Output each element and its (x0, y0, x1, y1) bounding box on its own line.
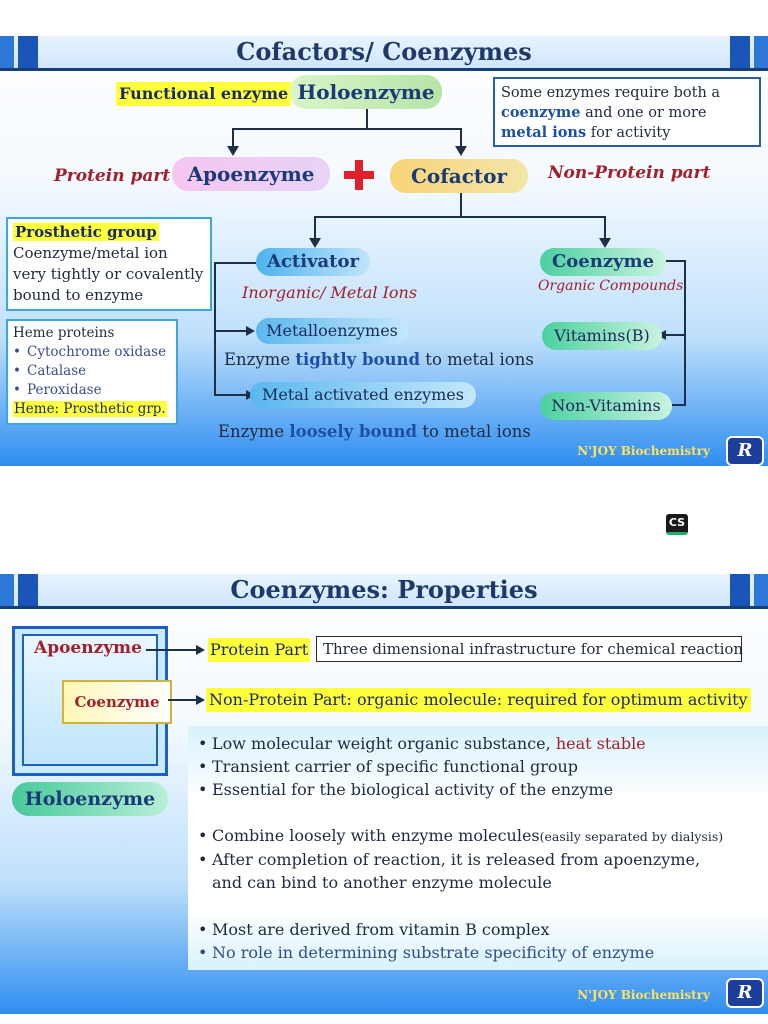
property-item: • No role in determining substrate specificity of enzyme (198, 941, 758, 964)
heme-heading: Heme proteins (13, 325, 115, 341)
cofactor-pill: Cofactor (390, 159, 528, 193)
loose-highlight: loosely bound (289, 422, 418, 441)
non-protein-part-label: Non-Protein part (548, 163, 711, 183)
slide-title: Cofactors/ Coenzymes (236, 37, 532, 66)
footer-credit: N'JOY Biochemistry (577, 444, 710, 458)
coenzyme-box: Coenzyme (62, 680, 172, 724)
activator-pill: Activator (256, 248, 370, 276)
loosely-bound-text (218, 422, 531, 441)
arrow-to-cofactor (455, 146, 467, 156)
tight-text-1: Enzyme (224, 350, 296, 369)
coenzyme-pill: Coenzyme (540, 248, 666, 276)
property-text: Low molecular weight organic substance, (212, 734, 556, 753)
bracket-to-metalloenzymes (214, 330, 248, 332)
note-coenzyme: coenzyme (501, 104, 581, 121)
protein-part-label: Protein Part (208, 638, 310, 662)
note-metal-ions: metal ions (501, 124, 587, 141)
tightly-bound-text (224, 350, 534, 369)
prosthetic-line-1: Coenzyme/metal ion (13, 244, 168, 262)
slide-title: Coenzymes: Properties (230, 575, 538, 604)
non-vitamins-pill: Non-Vitamins (540, 392, 672, 420)
connector-holo-down (366, 109, 368, 129)
connector-cofactor-down (460, 193, 462, 217)
loose-text-1: Enzyme (218, 422, 290, 441)
connector-holo-horizontal (232, 128, 462, 130)
bracket-to-non-vitamins (672, 404, 686, 406)
arrow-coenzyme-line (168, 699, 198, 701)
heme-proteins-box (6, 319, 178, 425)
bracket-coenzyme-vertical (684, 260, 686, 406)
heme-note: Heme: Prosthetic grp. (14, 401, 166, 417)
logo-icon: R (726, 436, 764, 466)
properties-list-2 (198, 824, 758, 894)
property-item: • Essential for the biological activity of the enzyme (198, 778, 758, 801)
slide-coenzyme-properties (0, 574, 768, 1014)
heme-item: • Catalase (13, 362, 171, 381)
property-item (198, 732, 758, 755)
property-item (198, 824, 758, 848)
bracket-activator-vertical (214, 262, 216, 396)
vitamins-pill: Vitamins(B) (542, 322, 662, 350)
arrow-to-metalloenzymes (246, 326, 255, 336)
property-accent: heat stable (555, 734, 646, 753)
apoenzyme-pill: Apoenzyme (172, 157, 330, 191)
property-small-note: (easily separated by dialysis) (539, 829, 724, 844)
loose-text-2: to metal ions (417, 422, 531, 441)
bracket-activator-top (214, 262, 256, 264)
properties-list-1 (198, 732, 758, 801)
property-item: • Transient carrier of specific functional group (198, 755, 758, 778)
properties-list-3 (198, 918, 758, 964)
property-item: • After completion of reaction, it is released from apoenzyme, and can bind to another enzyme molecule (198, 848, 758, 894)
prosthetic-group-box (6, 217, 212, 311)
title-bar (0, 36, 768, 71)
non-protein-part-label: Non-Protein Part: organic molecule: required for optimum activity (206, 688, 751, 712)
bracket-to-metal-activated (214, 394, 248, 396)
tight-highlight: tightly bound (295, 350, 421, 369)
note-text-3: for activity (586, 125, 671, 141)
arrow-to-apoenzyme (227, 146, 239, 156)
bracket-coenzyme-top (666, 260, 686, 262)
arrow-apoenzyme-head (196, 645, 205, 655)
property-text: Combine loosely with enzyme molecules (212, 826, 540, 845)
note-text-2: and one or more (580, 105, 707, 121)
arrow-to-activator (309, 238, 321, 248)
note-box (493, 77, 761, 147)
cs-badge-icon: CS (666, 514, 688, 535)
prosthetic-group-heading: Prosthetic group (15, 223, 157, 241)
prosthetic-line-2: very tightly or covalently (13, 265, 204, 283)
property-item: • Most are derived from vitamin B complex (198, 918, 758, 941)
tight-text-2: to metal ions (420, 350, 534, 369)
heme-item: • Peroxidase (13, 381, 171, 400)
logo-icon: R (726, 978, 764, 1008)
arrow-coenzyme-head (196, 695, 205, 705)
bracket-to-vitamins (664, 334, 686, 336)
apoenzyme-label: Apoenzyme (34, 638, 142, 658)
holoenzyme-pill: Holoenzyme (290, 75, 442, 109)
protein-part-label: Protein part (54, 166, 171, 186)
holoenzyme-pill: Holoenzyme (12, 782, 168, 816)
arrow-apoenzyme-line (146, 649, 198, 651)
connector-cofactor-right (604, 216, 606, 240)
title-bar (0, 574, 768, 609)
note-text-1: Some enzymes require both a (501, 85, 721, 101)
footer-credit: N'JOY Biochemistry (577, 988, 710, 1002)
plus-icon (355, 160, 363, 190)
activator-sub-label: Inorganic/ Metal Ions (242, 283, 418, 302)
functional-enzyme-label: Functional enzyme (116, 82, 291, 106)
prosthetic-line-3: bound to enzyme (13, 286, 144, 304)
connector-cofactor-horizontal (314, 216, 606, 218)
arrow-to-coenzyme (599, 238, 611, 248)
connector-holo-right (460, 128, 462, 148)
slide-cofactors (0, 36, 768, 466)
protein-part-description: Three dimensional infrastructure for chemical reaction (316, 636, 742, 662)
connector-cofactor-left (314, 216, 316, 240)
connector-holo-left (232, 128, 234, 148)
coenzyme-sub-label: Organic Compounds (538, 278, 684, 294)
heme-item: • Cytochrome oxidase (13, 343, 171, 362)
metalloenzymes-pill: Metalloenzymes (256, 318, 408, 344)
metal-activated-pill: Metal activated enzymes (250, 382, 476, 408)
